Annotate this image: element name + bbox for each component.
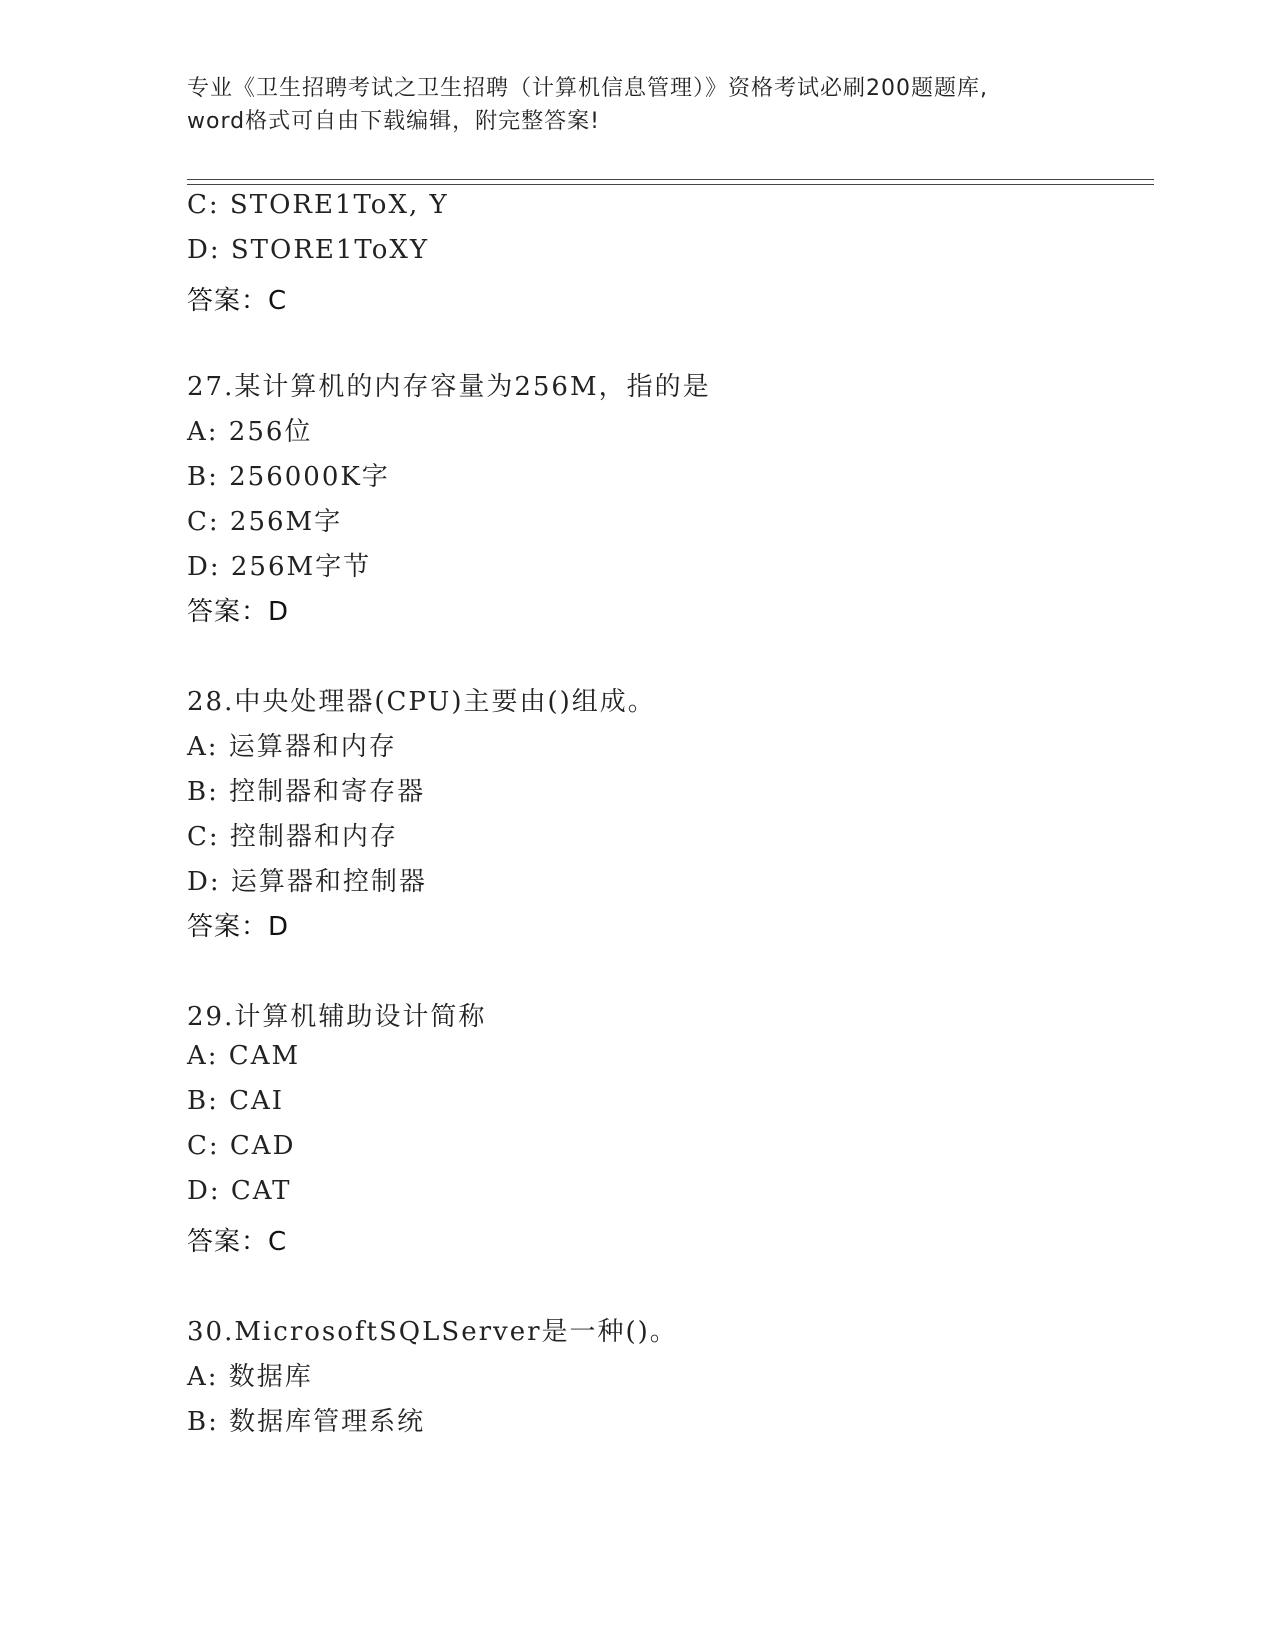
option-a: A: 256位 — [187, 417, 313, 447]
option-a: A: 运算器和内存 — [187, 732, 397, 762]
question-stem: 28.中央处理器(CPU)主要由()组成。 — [187, 687, 656, 717]
question-stem: 30.MicrosoftSQLServer是一种()。 — [187, 1317, 678, 1347]
option-c: C: STORE1ToX, Y — [187, 190, 449, 220]
answer: 答案：D — [187, 912, 290, 942]
option-b: B: 控制器和寄存器 — [187, 777, 426, 807]
option-c: C: 256M字 — [187, 507, 343, 537]
option-a: A: CAM — [187, 1041, 301, 1071]
question-stem: 29.计算机辅助设计简称 — [187, 1002, 487, 1032]
answer: 答案：C — [187, 286, 288, 316]
document-header — [187, 72, 1087, 138]
answer: 答案：C — [187, 1227, 288, 1257]
option-c: C: 控制器和内存 — [187, 822, 398, 852]
header-divider-top — [187, 179, 1154, 180]
header-line-1: 专业《卫生招聘考试之卫生招聘（计算机信息管理）》资格考试必刷200题题库, — [187, 76, 988, 101]
option-b: B: 256000K字 — [187, 462, 390, 492]
header-line-2: word格式可自由下载编辑，附完整答案! — [187, 109, 600, 134]
option-a: A: 数据库 — [187, 1362, 313, 1392]
header-divider-bottom — [187, 184, 1154, 185]
option-d: D: STORE1ToXY — [187, 235, 430, 265]
question-stem: 27.某计算机的内存容量为256M，指的是 — [187, 372, 711, 402]
option-b: B: 数据库管理系统 — [187, 1407, 426, 1437]
option-d: D: 运算器和控制器 — [187, 867, 427, 897]
option-b: B: CAI — [187, 1086, 285, 1116]
option-d: D: 256M字节 — [187, 552, 372, 582]
option-d: D: CAT — [187, 1176, 292, 1206]
option-c: C: CAD — [187, 1131, 296, 1161]
answer: 答案：D — [187, 597, 290, 627]
